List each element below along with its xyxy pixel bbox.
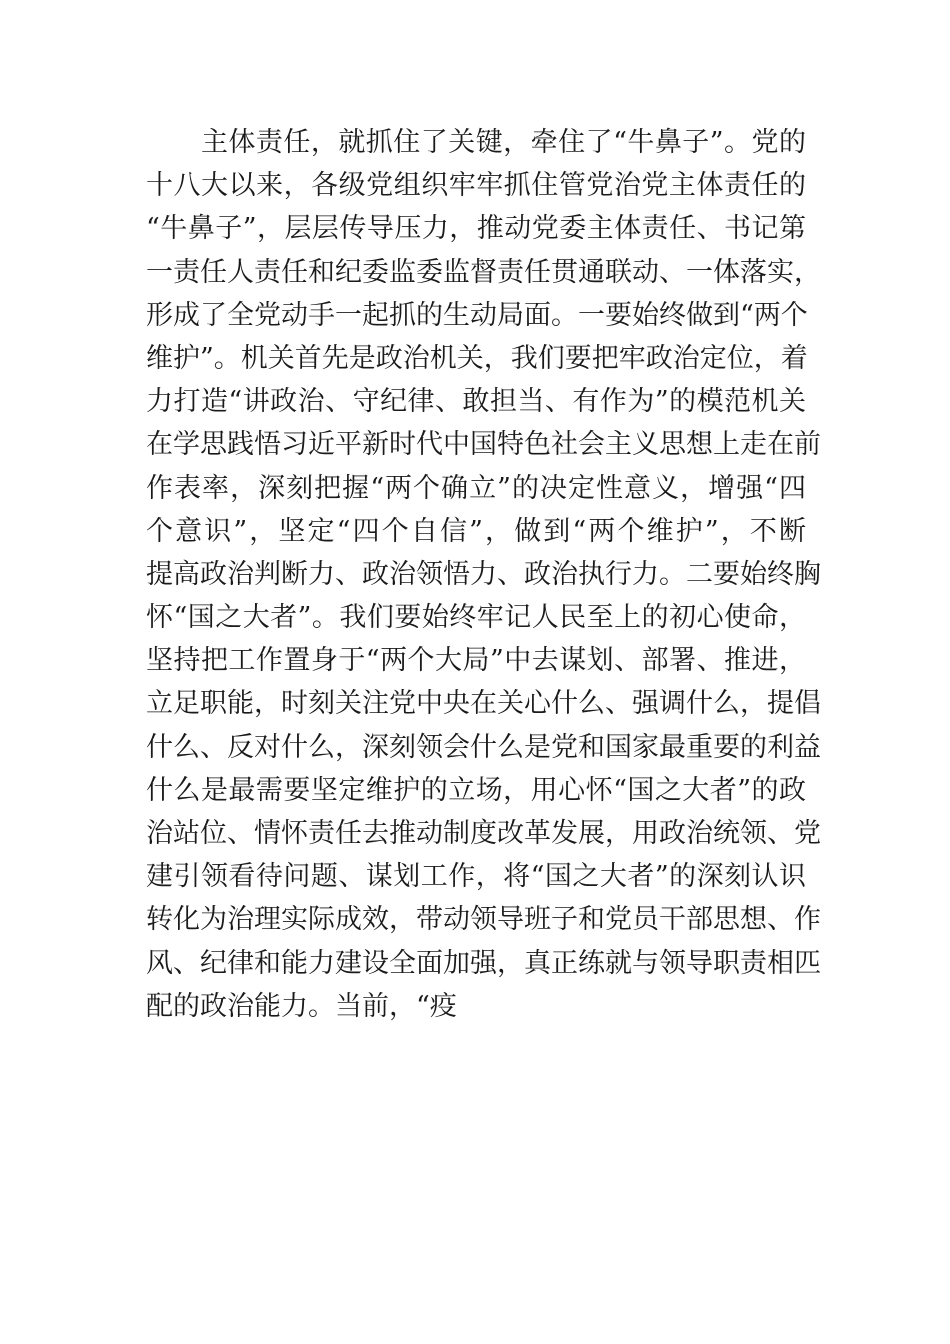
text-line: 一责任人责任和纪委监委监督责任贯通联动、一体落实， — [146, 256, 821, 288]
body-paragraph — [146, 121, 821, 1028]
text-line: 什么、反对什么，深刻领会什么是党和国家最重要的利益 — [146, 731, 821, 763]
text-line: 什么是最需要坚定维护的立场，用心怀“国之大者”的政 — [146, 774, 806, 806]
text-line: 立足职能，时刻关注党中央在关心什么、强调什么，提倡 — [146, 688, 821, 720]
text-line: 形成了全党动手一起抓的生动局面。一要始终做到“两个 — [146, 299, 808, 331]
text-line: 建引领看待问题、谋划工作，将“国之大者”的深刻认识 — [146, 861, 806, 893]
text-line: 作表率，深刻把握“两个确立”的决定性意义，增强“四 — [146, 472, 806, 504]
text-line: 怀“国之大者”。我们要始终牢记人民至上的初心使命， — [146, 602, 806, 634]
text-line: 力打造“讲政治、守纪律、敢担当、有作为”的模范机关 — [146, 386, 806, 418]
text-line: 提高政治判断力、政治领悟力、政治执行力。二要始终胸 — [146, 558, 821, 590]
text-line: 配的政治能力。当前，“疫 — [146, 990, 457, 1022]
text-line: 维护”。机关首先是政治机关，我们要把牢政治定位，着 — [146, 342, 808, 374]
text-line: 在学思践悟习近平新时代中国特色社会主义思想上走在前 — [146, 429, 821, 461]
text-line: 主体责任，就抓住了关键，牵住了“牛鼻子”。党的 — [146, 127, 806, 158]
text-line: 个意识”，坚定“四个自信”，做到“两个维护”，不断 — [146, 515, 806, 547]
text-line: 转化为治理实际成效，带动领导班子和党员干部思想、作 — [146, 904, 821, 936]
text-line: 十八大以来，各级党组织牢牢抓住管党治党主体责任的 — [146, 170, 806, 202]
text-line: 治站位、情怀责任去推动制度改革发展，用政治统领、党 — [146, 818, 821, 849]
text-line: “牛鼻子”，层层传导压力，推动党委主体责任、书记第 — [146, 213, 806, 245]
text-line: 坚持把工作置身于“两个大局”中去谋划、部署、推进， — [146, 645, 806, 677]
text-line: 风、纪律和能力建设全面加强，真正练就与领导职责相匹 — [146, 947, 821, 979]
